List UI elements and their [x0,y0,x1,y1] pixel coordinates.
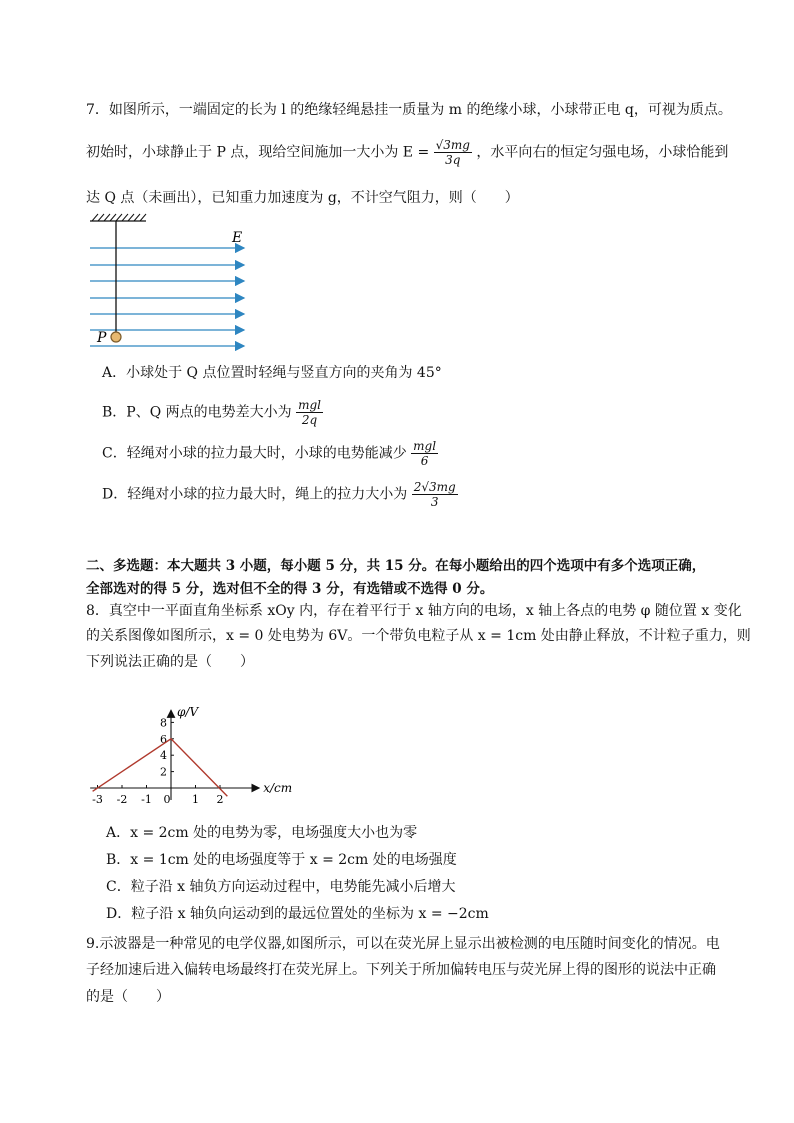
q9-stem-line3: 的是（ ） [86,989,170,1005]
ball [111,332,121,342]
q7-field-denominator: 3q [445,153,461,167]
y-axis-label: φ/V [177,705,199,720]
q9-stem-line1: 9.示波器是一种常见的电学仪器,如图所示，可以在荧光屏上显示出被检测的电压随时间变化的情况。电 [86,936,720,952]
q7-figure [86,212,256,352]
y-tick-label: 2 [160,765,167,779]
electric-field-lines [90,248,244,346]
y-tick-label: 4 [160,749,167,763]
q8-stem-line3: 下列说法正确的是（ ） [86,654,254,670]
x-tick-label: 0 [163,793,171,806]
q7-option-c-text: C．轻绳对小球的拉力最大时，小球的电势能减少 [102,445,407,462]
q7-option-d-numerator: 2√3mg [413,480,456,494]
q7-stem-line2-post: ，水平向右的恒定匀强电场，小球恰能到 [476,144,729,161]
q7-option-d-text: D．轻绳对小球的拉力最大时，绳上的拉力大小为 [102,486,408,503]
q7-option-d [102,480,458,509]
ceiling-hatch [92,214,146,221]
q7-option-b-numerator: mgl [298,398,321,412]
q7-option-b-denominator: 2q [301,413,318,427]
q7-option-a: A．小球处于 Q 点位置时轻绳与竖直方向的夹角为 45° [102,365,442,381]
q8-option-d: D．粒子沿 x 轴负向运动到的最远位置处的坐标为 x = −2cm [106,906,489,922]
q7-field-numerator: √3mg [435,138,470,152]
q7-stem-line3: 达 Q 点（未画出），已知重力加速度为 g，不计空气阻力，则（ ） [86,190,519,206]
section2-heading-line1: 二、多选题：本大题共 3 小题，每小题 5 分，共 15 分。在每小题给出的四个选项中有多个选项正确， [86,558,706,574]
q7-option-c-denominator: 6 [420,454,429,468]
q7-stem-line1: 7．如图所示，一端固定的长为 l 的绝缘轻绳悬挂一质量为 m 的绝缘小球，小球带正电 q，可视为质点。 [86,102,732,118]
q8-option-a: A．x = 2cm 处的电势为零，电场强度大小也为零 [106,825,418,841]
section2-heading-line2: 全部选对的得 5 分，选对但不全的得 3 分，有选错或不选得 0 分。 [86,581,494,597]
q7-field-fraction [434,138,472,167]
y-tick-label: 8 [160,716,167,730]
y-tick-label: 6 [160,732,167,746]
q7-option-d-denominator: 3 [430,495,439,509]
x-tick-label: 2 [216,793,224,806]
q7-option-c-numerator: mgl [413,439,437,453]
x-axis-label: x/cm [263,781,293,795]
q7-stem-line2-pre: 初始时，小球静止于 P 点，现给空间施加一大小为 E = [86,144,430,161]
x-tick-label: -3 [92,793,103,806]
x-tick-label: -2 [116,793,128,806]
q7-option-c-fraction [411,439,438,468]
q7-option-b [102,398,323,427]
q8-option-c: C．粒子沿 x 轴负方向运动过程中，电势能先减小后增大 [106,879,456,895]
q7-option-b-fraction [296,398,323,427]
q7-option-d-fraction [412,480,458,509]
q8-option-b: B．x = 1cm 处的电场强度等于 x = 2cm 处的电场强度 [106,852,457,868]
q7-option-b-text: B．P、Q 两点的电势差大小为 [102,404,292,421]
q9-stem-line2: 子经加速后进入偏转电场最终打在荧光屏上。下列关于所加偏转电压与荧光屏上得的图形的说法中正确 [86,962,716,978]
q8-stem-line2: 的关系图像如图所示，x = 0 处电势为 6V。一个带负电粒子从 x = 1cm 处由静止释放，不计粒子重力，则 [86,628,751,644]
field-label-E: E [232,230,243,246]
q7-stem-line2 [86,138,728,167]
x-tick-label: -1 [141,793,152,806]
q7-option-c [102,439,438,468]
q8-potential-graph [80,674,310,814]
q8-stem-line1: 8．真空中一平面直角坐标系 xOy 内，存在着平行于 x 轴方向的电场，x 轴上各点的电势 φ 随位置 x 变化 [86,603,742,619]
point-label-P: P [97,330,107,346]
x-tick-label: 1 [192,793,199,806]
